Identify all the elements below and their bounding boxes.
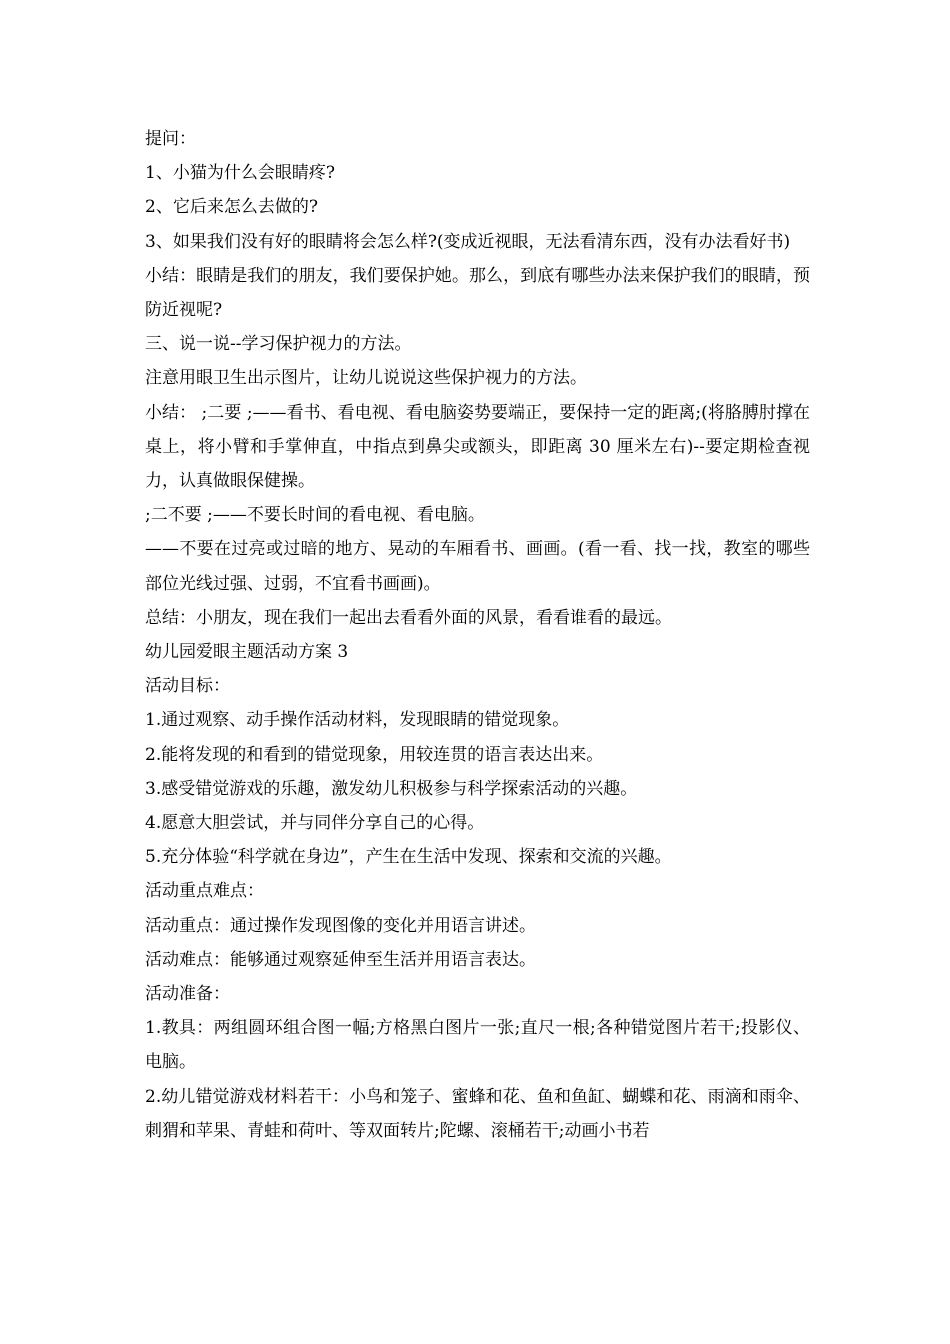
paragraph-summary-1: 小结：眼睛是我们的朋友，我们要保护她。那么，到底有哪些办法来保护我们的眼睛，预防近视呢? <box>145 265 810 321</box>
paragraph-difficulty: 活动难点：能够通过观察延伸至生活并用语言表达。 <box>145 949 536 970</box>
paragraph-light-advice: ——不要在过亮或过暗的地方、晃动的车厢看书、画画。(看一看、找一找，教室的哪些部位光线过强、过弱，不宜看书画画)。 <box>145 539 810 594</box>
paragraph-key-points-heading: 活动重点难点： <box>145 881 264 902</box>
paragraph-question-heading: 提问： <box>145 129 196 149</box>
paragraph-goal-5: 5.充分体验“科学就在身边”，产生在生活中发现、探索和交流的兴趣。 <box>145 847 672 868</box>
paragraph-conclusion: 总结：小朋友，现在我们一起出去看看外面的风景，看看谁看的最远。 <box>145 607 672 628</box>
paragraph-teaching-aids: 1.教具：两组圆环组合图一幅;方格黑白图片一张;直尺一根;各种错觉图片若干;投影仪、电脑。 <box>145 1018 810 1073</box>
document-body <box>145 122 810 1148</box>
paragraph-game-materials: 2.幼儿错觉游戏材料若干：小鸟和笼子、蜜蜂和花、鱼和鱼缸、蝴蝶和花、雨滴和雨伞、刺猬和苹果、青蛙和荷叶、等双面转片;陀螺、滚桶若干;动画小书若 <box>145 1086 810 1141</box>
paragraph-preparation-heading: 活动准备： <box>145 984 230 1005</box>
paragraph-section-3-heading: 三、说一说--学习保护视力的方法。 <box>145 334 412 355</box>
paragraph-goal-3: 3.感受错觉游戏的乐趣，激发幼儿积极参与科学探索活动的兴趣。 <box>145 778 638 799</box>
paragraph-two-donts: ;二不要 ;——不要长时间的看电视、看电脑。 <box>145 505 485 526</box>
paragraph-summary-2: 小结： ;二要 ;——看书、看电视、看电脑姿势要端正，要保持一定的距离;(将胳膊肘撑在桌上，将小臂和手掌伸直，中指点到鼻尖或额头，即距离 30 厘米左右)--要定期检查视力，认真做眼保健操。 <box>145 402 810 492</box>
paragraph-goals-heading: 活动目标： <box>145 676 230 697</box>
paragraph-plan-3-title: 幼儿园爱眼主题活动方案 3 <box>145 642 349 663</box>
paragraph-question-3: 3、如果我们没有好的眼睛将会怎么样?(变成近视眼，无法看清东西，没有办法看好书) <box>145 231 791 252</box>
paragraph-question-1: 1、小猫为什么会眼睛疼? <box>145 163 335 184</box>
paragraph-key-point: 活动重点：通过操作发现图像的变化并用语言讲述。 <box>145 915 536 936</box>
paragraph-question-2: 2、它后来怎么去做的? <box>145 197 318 218</box>
paragraph-show-pictures: 注意用眼卫生出示图片，让幼儿说说这些保护视力的方法。 <box>145 368 587 389</box>
paragraph-goal-4: 4.愿意大胆尝试，并与同伴分享自己的心得。 <box>145 813 485 834</box>
paragraph-goal-2: 2.能将发现的和看到的错觉现象，用较连贯的语言表达出来。 <box>145 744 604 765</box>
paragraph-goal-1: 1.通过观察、动手操作活动材料，发现眼睛的错觉现象。 <box>145 710 570 731</box>
